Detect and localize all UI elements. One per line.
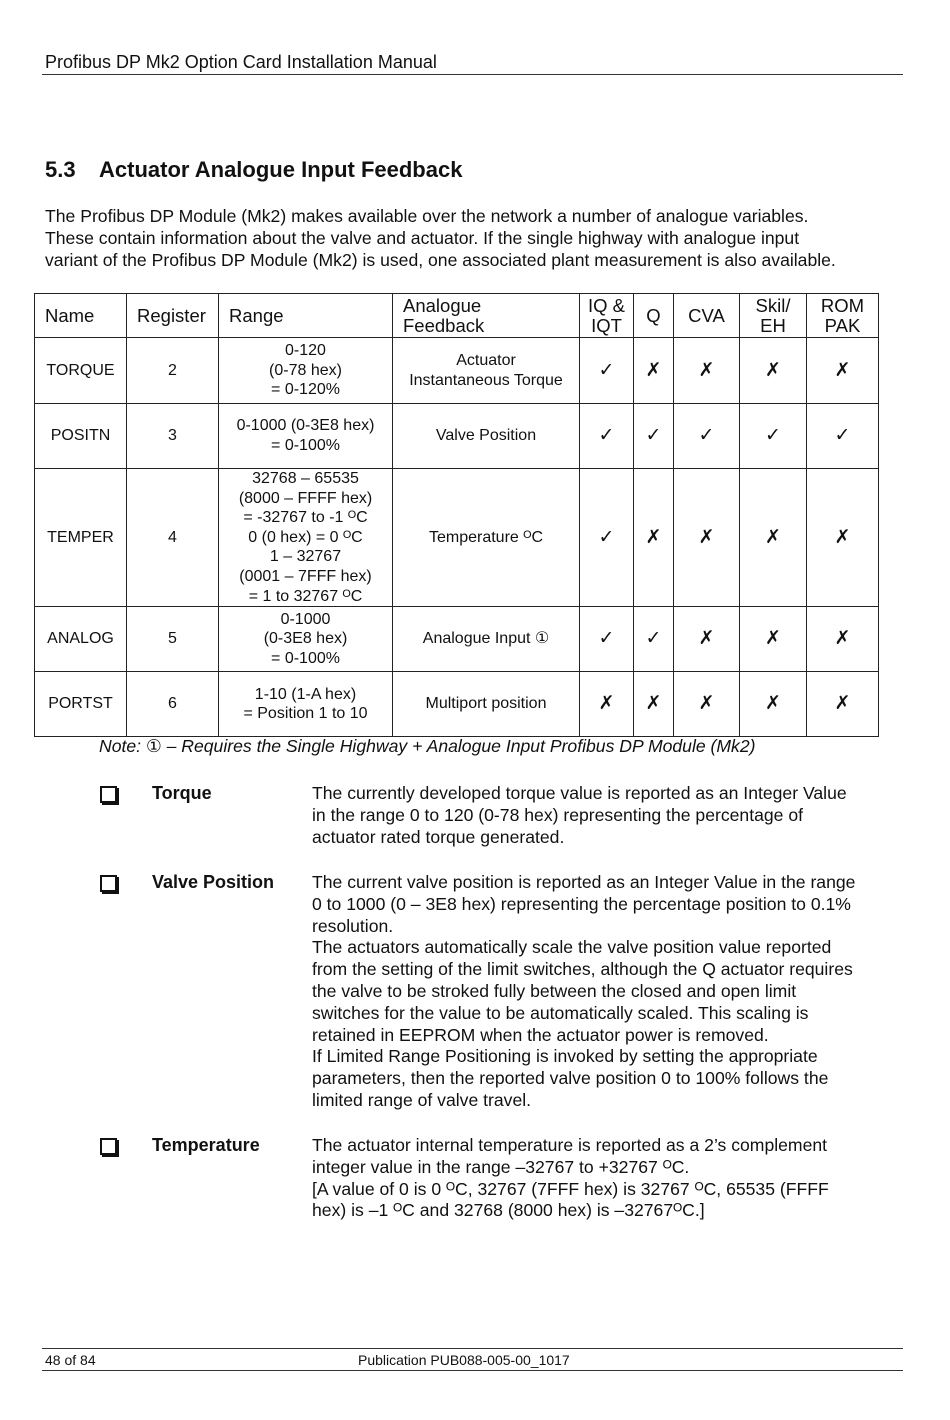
intro-paragraph [45,205,905,271]
page-number: 48 of 84 [45,1352,96,1368]
analogue-feedback-table [34,293,879,737]
cell-feedback [393,338,580,404]
feedback-line: Actuator [456,351,516,369]
checkbox-bullet-icon [100,1138,117,1155]
desc-line: retained in EEPROM when the actuator power is removed. [312,1024,769,1045]
desc-line: the valve to be stroked fully between the closed and open limit [312,980,797,1001]
col-header-name: Name [35,294,127,338]
desc-line: from the setting of the limit switches, although the Q actuator requires [312,959,853,980]
cross-icon: ✗ [580,672,634,737]
tick-icon: ✓ [634,607,674,672]
item-description [312,783,912,848]
range-line: 0-1000 [280,610,331,628]
desc-line: actuator rated torque generated. [312,826,565,847]
desc-line: in the range 0 to 120 (0-78 hex) representing the percentage of [312,804,804,825]
cross-icon: ✗ [634,469,674,607]
col-header-feedback [393,294,580,338]
cell-range [219,338,393,404]
header-line: Analogue [403,294,482,316]
range-line: 0-1000 (0-3E8 hex) [236,417,375,435]
feedback-line: Temperature ᴼC [428,528,543,546]
section-number: 5.3 [45,157,76,182]
feedback-line: Multiport position [425,695,547,713]
cell-register: 3 [127,404,219,469]
col-header-register: Register [127,294,219,338]
header-rule [42,74,903,75]
cross-icon: ✗ [807,607,879,672]
range-line: = 0-100% [271,437,340,454]
table-note: Note: ① – Requires the Single Highway + Analogue Input Profibus DP Module (Mk2) [99,736,756,756]
header-line: IQT [591,314,622,336]
desc-line: The actuators automatically scale the valve position value reported [312,937,832,958]
header-line: IQ & [587,294,625,316]
range-line: (0-3E8 hex) [263,630,348,648]
range-line: 1-10 (1-A hex) [254,685,357,703]
table-row [35,338,879,404]
range-line: 0-120 [285,342,326,360]
desc-line: parameters, then the reported valve position 0 to 100% follows the [312,1068,829,1089]
publication-id: Publication PUB088-005-00_1017 [358,1352,570,1368]
col-header-range: Range [219,294,393,338]
range-line: = -32767 to -1 ᴼC [243,509,368,527]
cross-icon: ✗ [807,338,879,404]
cross-icon: ✗ [674,469,740,607]
desc-line: The current valve position is reported as an Integer Value in the range [312,872,856,892]
tick-icon: ✓ [580,607,634,672]
feedback-line: Analogue Input ① [422,630,550,648]
tick-icon: ✓ [580,338,634,404]
cross-icon: ✗ [674,607,740,672]
table-row [35,469,879,607]
tick-icon: ✓ [807,404,879,469]
running-header: Profibus DP Mk2 Option Card Installation Manual [45,52,437,72]
tick-icon: ✓ [580,469,634,607]
range-line: 1 – 32767 [269,548,342,566]
table-row [35,607,879,672]
cross-icon: ✗ [674,672,740,737]
item-description [312,872,912,1112]
cell-name: POSITN [35,404,127,469]
table-row [35,404,879,469]
range-line: = 1 to 32767 ᴼC [248,587,363,605]
tick-icon: ✓ [674,404,740,469]
col-header-iq [580,294,634,338]
intro-line: These contain information about the valve and actuator. If the single highway with analogue input [45,228,800,248]
cell-range [219,404,393,469]
header-line: Feedback [403,314,485,336]
range-line: = Position 1 to 10 [243,705,368,723]
desc-line: switches for the value to be automatically scaled. This scaling is [312,1002,809,1023]
section-heading [45,157,462,183]
cross-icon: ✗ [740,469,807,607]
range-line: (0001 – 7FFF hex) [239,567,372,585]
desc-line: hex) is –1 ᴼC and 32768 (8000 hex) is –32767ᴼC.] [312,1200,705,1221]
item-label: Torque [152,783,212,803]
col-header-cva: CVA [674,294,740,338]
col-header-rom [807,294,879,338]
checkbox-bullet-icon [100,875,117,892]
tick-icon: ✓ [740,404,807,469]
cell-feedback [393,607,580,672]
header-line: ROM [820,294,865,316]
cell-name: TORQUE [35,338,127,404]
cell-name: TEMPER [35,469,127,607]
item-label: Temperature [152,1135,260,1155]
tick-icon: ✓ [634,404,674,469]
cell-register: 2 [127,338,219,404]
desc-line: If Limited Range Positioning is invoked by setting the appropriate [312,1046,818,1067]
cell-feedback [393,672,580,737]
table-row [35,672,879,737]
cell-name: PORTST [35,672,127,737]
cross-icon: ✗ [674,338,740,404]
intro-line: The Profibus DP Module (Mk2) makes available over the network a number of analogue variables. [45,206,809,226]
footer-rule-top [42,1348,903,1349]
feedback-line: Instantaneous Torque [409,371,563,389]
col-header-q: Q [634,294,674,338]
cross-icon: ✗ [807,672,879,737]
cell-range [219,672,393,737]
item-label: Valve Position [152,872,275,892]
cross-icon: ✗ [740,338,807,404]
cell-register: 4 [127,469,219,607]
cross-icon: ✗ [807,469,879,607]
cross-icon: ✗ [634,672,674,737]
range-line: = 0-100% [271,649,340,667]
cell-range [219,607,393,672]
cross-icon: ✗ [634,338,674,404]
tick-icon: ✓ [580,404,634,469]
feedback-line: Valve Position [435,427,537,445]
desc-line: The actuator internal temperature is reported as a 2’s complement [312,1135,828,1155]
header-line: EH [760,314,786,336]
range-line: = 0-120% [271,381,340,399]
item-description [312,1135,912,1222]
table-header-row [35,294,879,338]
range-line: 32768 – 65535 [252,470,359,487]
cell-register: 5 [127,607,219,672]
desc-line: The currently developed torque value is reported as an Integer Value [312,783,847,803]
cell-register: 6 [127,672,219,737]
desc-line: resolution. [312,915,394,936]
cell-feedback [393,469,580,607]
header-line: PAK [824,314,861,336]
footer-rule-bottom [42,1370,903,1371]
header-line: Skil/ [755,294,791,316]
cross-icon: ✗ [740,607,807,672]
col-header-skil [740,294,807,338]
desc-line: [A value of 0 is 0 ᴼC, 32767 (7FFF hex) is 32767 ᴼC, 65535 (FFFF [312,1178,829,1199]
range-line: (0-78 hex) [269,361,342,379]
cell-name: ANALOG [35,607,127,672]
desc-line: integer value in the range –32767 to +32767 ᴼC. [312,1156,690,1177]
cross-icon: ✗ [740,672,807,737]
desc-line: limited range of valve travel. [312,1089,532,1110]
intro-line: variant of the Profibus DP Module (Mk2) is used, one associated plant measurement is also available. [45,250,836,270]
range-line: 0 (0 hex) = 0 ᴼC [248,528,363,546]
range-line: (8000 – FFFF hex) [238,489,373,507]
section-title: Actuator Analogue Input Feedback [99,157,463,182]
checkbox-bullet-icon [100,786,117,803]
cell-range [219,469,393,607]
desc-line: 0 to 1000 (0 – 3E8 hex) representing the percentage position to 0.1% [312,893,851,914]
cell-feedback [393,404,580,469]
